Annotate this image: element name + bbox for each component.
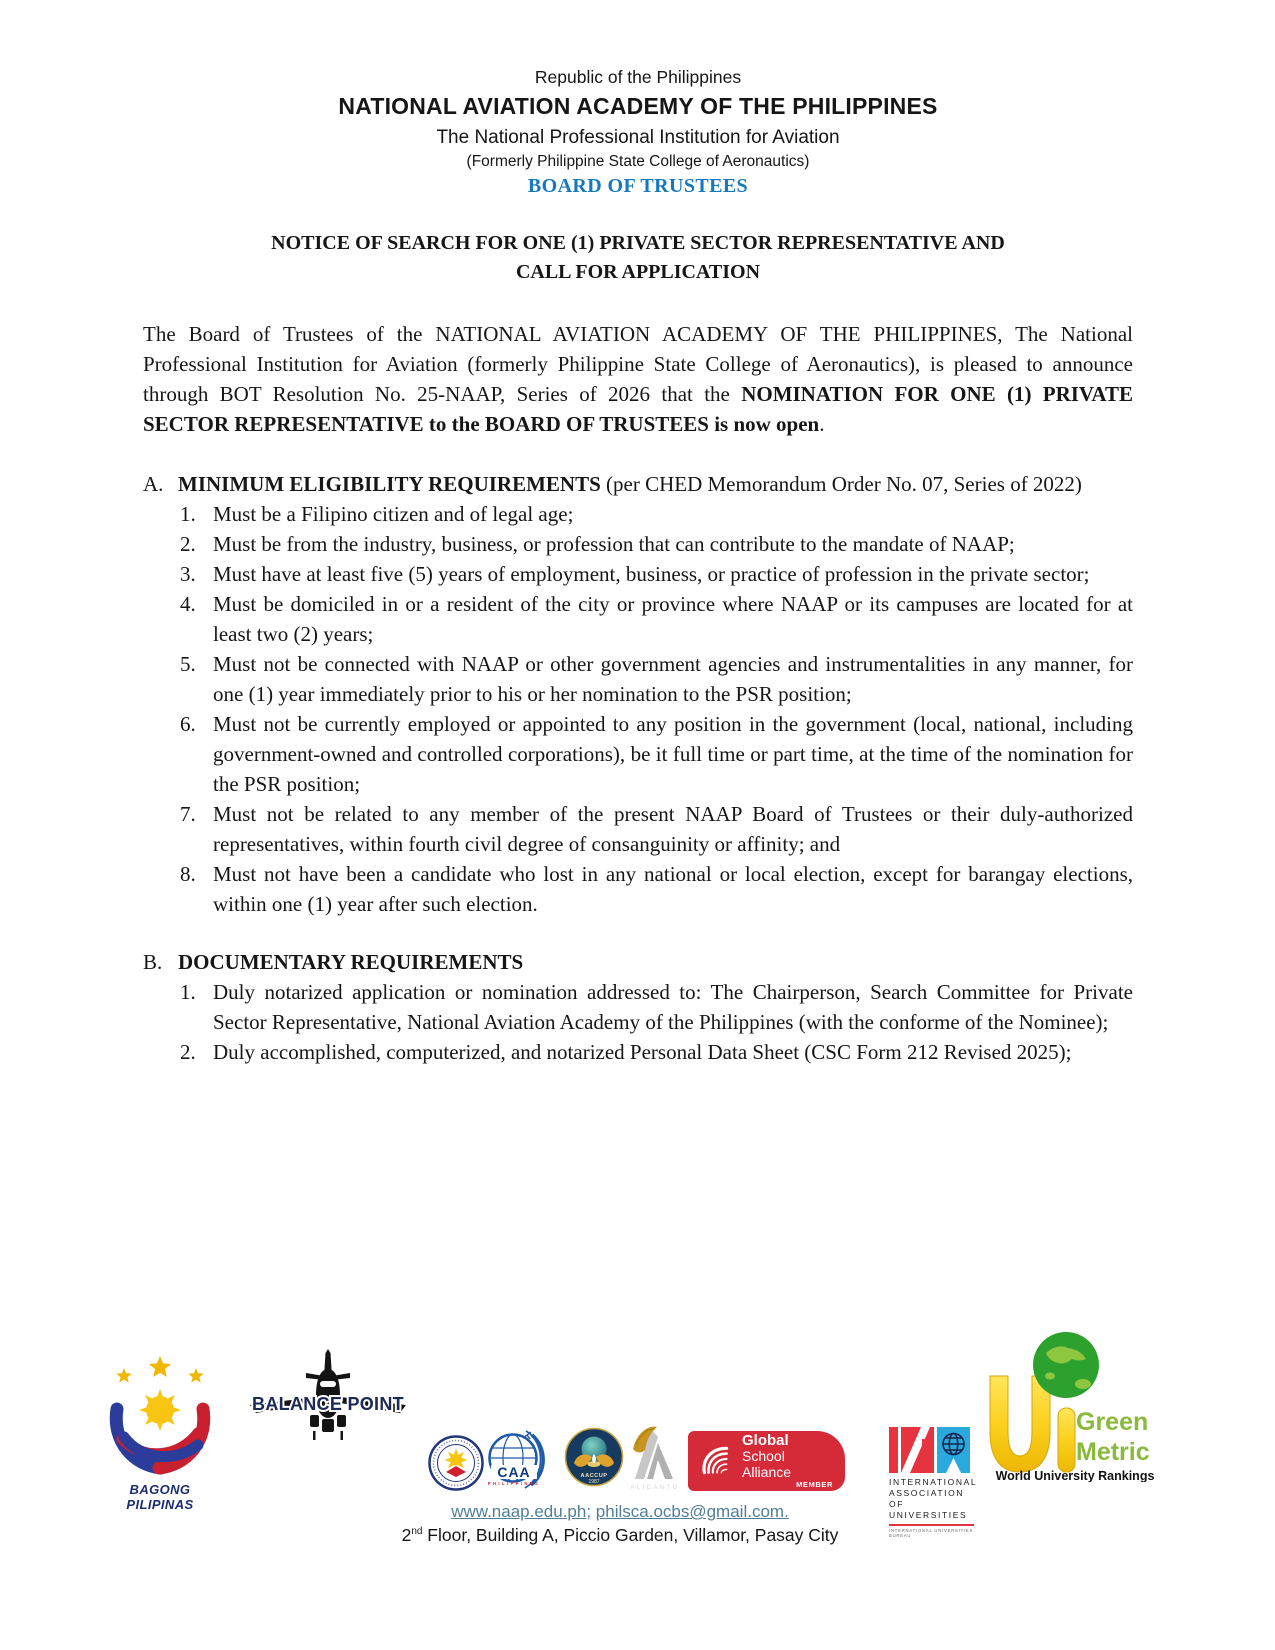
- eligibility-item-2: [180, 529, 1133, 559]
- greenmetric-globe-icon: [1033, 1332, 1099, 1398]
- formerly-line: (Formerly Philippine State College of Aeronautics): [466, 153, 810, 170]
- item-text: Duly notarized application or nomination addressed to: The Chairperson, Search Committee for Private Sector Representative, National Aviation Academy of the Philippines (with the conforme of the Nominee);: [213, 980, 1133, 1034]
- balance-point-airplane-icon: [248, 1347, 408, 1459]
- greenmetric-word-green: Green: [1076, 1408, 1149, 1436]
- section-documentary-requirements: [143, 947, 1133, 1067]
- letterhead: [143, 66, 1133, 201]
- ui-greenmetric-icon: [980, 1320, 1170, 1482]
- item-number: 5.: [180, 652, 196, 676]
- alicanto-icon: [627, 1423, 684, 1493]
- documentary-item-2: [180, 1037, 1133, 1067]
- section-b-heading: [143, 947, 1133, 977]
- item-number: 3.: [180, 562, 196, 586]
- iau-line3: UNIVERSITIES: [889, 1510, 968, 1520]
- republic-line: Republic of the Philippines: [534, 67, 742, 87]
- address-line: [0, 1525, 1240, 1546]
- iau-globe-icon: [937, 1427, 970, 1473]
- email-link[interactable]: philsca.ocbs@gmail.com.: [595, 1502, 789, 1521]
- balance-point-label: BALANCE POINT: [252, 1394, 404, 1414]
- institution-tagline: The National Professional Institution for Aviation: [436, 127, 840, 148]
- gsa-text: [742, 1433, 833, 1490]
- gsa-shell-icon: [698, 1443, 734, 1479]
- section-minimum-eligibility: [143, 469, 1133, 919]
- gsa-line1: Global: [742, 1431, 789, 1449]
- intro-period: .: [819, 412, 825, 436]
- iau-bureau-line: INTERNATIONAL UNIVERSITIES BUREAU: [889, 1528, 974, 1538]
- eligibility-item-7: [180, 799, 1133, 859]
- footer-links: [0, 1502, 1240, 1522]
- item-text: Must not have been a candidate who lost in any national or local election, except for barangay elections, within one (1) year after such election.: [213, 862, 1133, 916]
- aaccup-label: AACCUP: [580, 1473, 608, 1479]
- caa-globe-icon: [487, 1428, 549, 1490]
- item-text: Must have at least five (5) years of employment, business, or practice of profession in the private sector;: [213, 562, 1090, 586]
- item-number: 2.: [180, 1040, 196, 1064]
- alicanto-label: ALICANTO: [630, 1485, 680, 1491]
- logo-bagong-pilipinas: [95, 1353, 225, 1512]
- caa-label: CAA: [497, 1464, 531, 1480]
- gsa-member-badge: MEMBER: [796, 1480, 833, 1490]
- intro-text: The Board of Trustees of the NATIONAL AVIATION ACADEMY OF THE PHILIPPINES, The National Professional Institution for Aviation (formerly Philippine State College of Aeronautics), is pleased to announce through BOT Resolution No. 25-NAAP, Series of 2026 that the: [143, 322, 1133, 406]
- item-text: Must be domiciled in or a resident of the city or province where NAAP or its campuses are located for at least two (2) years;: [213, 592, 1133, 646]
- intro-bold-text: NOMINATION FOR ONE (1) PRIVATE SECTOR REPRESENTATIVE to the BOARD OF TRUSTEES is now open: [143, 382, 1134, 436]
- logo-caa-philippines: [487, 1428, 549, 1495]
- gsa-line2: School Alliance: [742, 1448, 792, 1480]
- logo-alicanto: [627, 1423, 684, 1498]
- eligibility-item-5: [180, 649, 1133, 709]
- iau-mark-icon: [889, 1427, 974, 1473]
- section-a-heading-text: [178, 469, 1133, 499]
- iau-bar-icon: [889, 1427, 898, 1473]
- website-link[interactable]: www.naap.edu.ph: [451, 1502, 587, 1521]
- eligibility-item-1: [180, 499, 1133, 529]
- item-text: Duly accomplished, computerized, and notarized Personal Data Sheet (CSC Form 212 Revised 2025);: [213, 1040, 1072, 1064]
- bagong-pilipinas-caption: BAGONG PILIPINAS: [126, 1482, 194, 1512]
- item-number: 1.: [180, 502, 196, 526]
- aaccup-seal-icon: [564, 1426, 624, 1488]
- section-a-heading-rest: (per CHED Memorandum Order No. 07, Series of 2022): [600, 472, 1082, 496]
- item-number: 4.: [180, 592, 196, 616]
- eligibility-item-6: [180, 709, 1133, 799]
- iau-line2: ASSOCIATION OF: [889, 1488, 965, 1509]
- notice-title-line2: CALL FOR APPLICATION: [515, 261, 761, 283]
- document-footer: [0, 1320, 1275, 1570]
- iau-a-icon: [901, 1427, 934, 1473]
- eligibility-item-8: [180, 859, 1133, 919]
- notice-title: [143, 229, 1133, 287]
- item-number: 7.: [180, 802, 196, 826]
- section-a-heading: [143, 469, 1133, 499]
- address-rest: Floor, Building A, Piccio Garden, Villamor, Pasay City: [422, 1525, 839, 1545]
- section-a-heading-bold: MINIMUM ELIGIBILITY REQUIREMENTS: [178, 472, 601, 496]
- logo-aaccup: [564, 1426, 624, 1493]
- eligibility-item-3: [180, 559, 1133, 589]
- aaccup-year: 1987: [588, 1479, 600, 1485]
- eligibility-item-4: [180, 589, 1133, 649]
- logo-global-school-alliance: [688, 1431, 845, 1491]
- greenmetric-tagline: World University Rankings: [995, 1469, 1155, 1482]
- ched-seal-icon: [428, 1435, 484, 1491]
- section-b-heading-text: [178, 947, 1133, 977]
- section-b-letter: B.: [143, 950, 163, 974]
- notice-title-line1: NOTICE OF SEARCH FOR ONE (1) PRIVATE SECTOR REPRESENTATIVE AND: [271, 232, 1005, 254]
- item-number: 2.: [180, 532, 196, 556]
- bagong-pilipinas-icon: [95, 1353, 225, 1475]
- logo-ui-greenmetric: [980, 1320, 1170, 1487]
- item-text: Must be a Filipino citizen and of legal age;: [213, 502, 574, 526]
- item-text: Must not be currently employed or appointed to any position in the government (local, national, including government-owned and controlled corporations), be it full time or part time, at the time of the nomination for the PSR position;: [213, 712, 1133, 796]
- link-separator: ;: [586, 1502, 596, 1521]
- section-a-letter: A.: [143, 472, 164, 496]
- logo-ched-seal: [428, 1435, 484, 1496]
- documentary-items: [180, 977, 1133, 1067]
- item-number: 6.: [180, 712, 196, 736]
- eligibility-items: [180, 499, 1133, 919]
- item-text: Must not be connected with NAAP or other government agencies and instrumentalities in any manner, for one (1) year immediately prior to his or her nomination to the PSR position;: [213, 652, 1133, 706]
- caa-sublabel: PHILIPPINES: [487, 1481, 541, 1486]
- iau-line1: INTERNATIONAL: [889, 1477, 978, 1487]
- greenmetric-word-metric: Metric: [1076, 1438, 1150, 1466]
- address-ordinal-suffix: nd: [411, 1526, 423, 1538]
- intro-paragraph: [143, 319, 1133, 439]
- logo-balance-point: [248, 1347, 408, 1464]
- item-text: Must be from the industry, business, or profession that can contribute to the mandate of NAAP;: [213, 532, 1015, 556]
- board-of-trustees-line: BOARD OF TRUSTEES: [527, 175, 749, 197]
- academy-name: NATIONAL AVIATION ACADEMY OF THE PHILIPPINES: [338, 93, 938, 119]
- section-b-heading-bold: DOCUMENTARY REQUIREMENTS: [178, 950, 524, 974]
- documentary-item-1: [180, 977, 1133, 1037]
- item-text: Must not be related to any member of the present NAAP Board of Trustees or their duly-authorized representatives, within fourth civil degree of consanguinity or affinity; and: [213, 802, 1133, 856]
- item-number: 8.: [180, 862, 196, 886]
- address-floor-number: 2: [401, 1525, 412, 1545]
- item-number: 1.: [180, 980, 196, 1004]
